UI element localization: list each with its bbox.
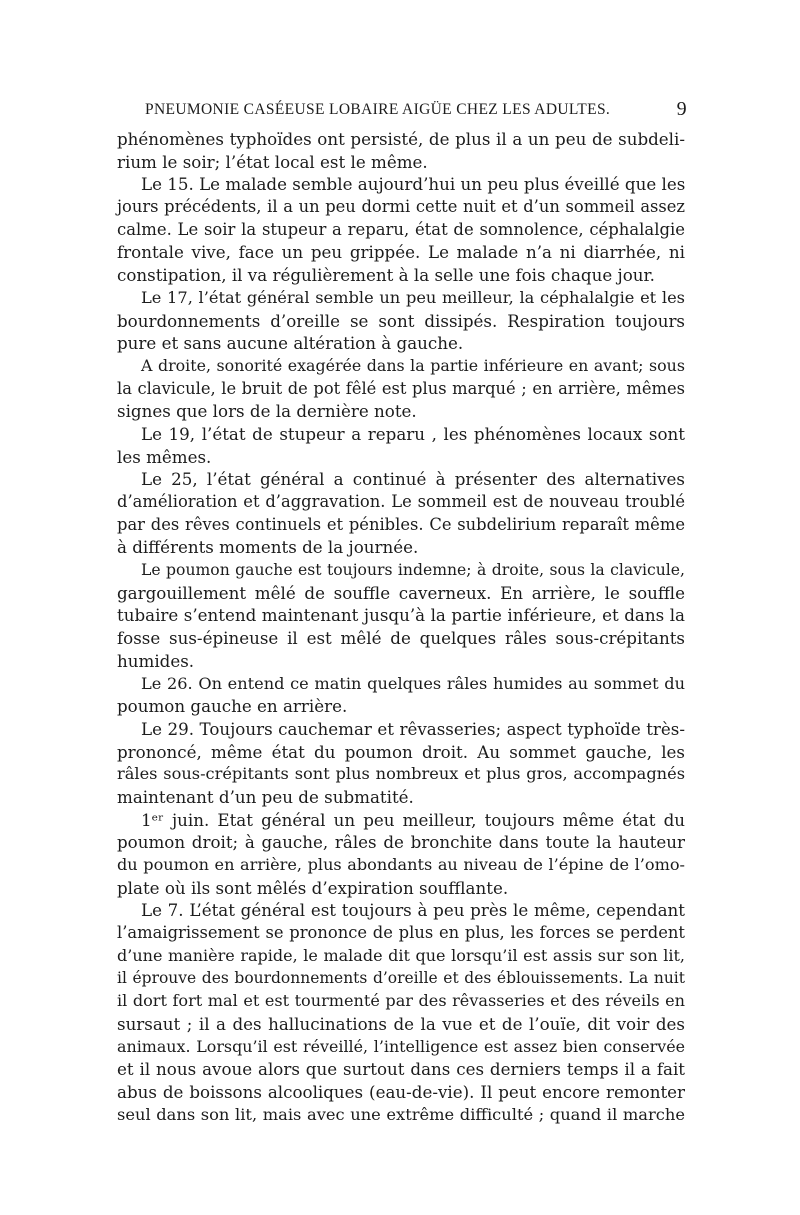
text-line: maintenant d’un peu de submatité.	[117, 786, 414, 807]
page-number: 9	[676, 98, 687, 120]
text-line: Le 17, l’état général semble un peu meilleur, la céphalalgie et les	[141, 287, 685, 307]
text-line: signes que lors de la dernière note.	[117, 401, 417, 422]
text-line: calme. Le soir la stupeur a reparu, état de somnolence, céphalalgie	[117, 219, 685, 239]
text-line: Le 26. On entend ce matin quelques râles humides au sommet du	[141, 673, 685, 693]
text-line: l’amaigrissement se prononce de plus en plus, les forces se perdent	[117, 923, 685, 943]
text-line: à différents moments de la journée.	[117, 537, 419, 558]
text-line: il dort fort mal et est tourmenté par des rêvasseries et des réveils en	[117, 991, 685, 1011]
text-line: 1ᵉʳ juin. Etat général un peu meilleur, toujours même état du	[141, 809, 685, 830]
text-line: d’une manière rapide, le malade dit que lorsqu’il est assis sur son lit,	[117, 945, 685, 965]
text-line: et il nous avoue alors que surtout dans ces derniers temps il a fait	[117, 1059, 685, 1080]
text-line: humides.	[117, 650, 195, 671]
text-line: Le 7. L’état général est toujours à peu près le même, cependant	[141, 900, 685, 921]
text-line: constipation, il va régulièrement à la selle une fois chaque jour.	[117, 265, 655, 286]
text-line: phénomènes typhoïdes ont persisté, de plus il a un peu de subdeli-	[117, 129, 685, 149]
text-line: prononcé, même état du poumon droit. Au sommet gauche, les	[117, 741, 685, 762]
text-line: Le 15. Le malade semble aujourd’hui un peu plus éveillé que les	[141, 174, 686, 195]
text-line: sursaut ; il a des hallucinations de la vue et de l’ouïe, dit voir des	[117, 1013, 685, 1034]
text-line: poumon gauche en arrière.	[117, 696, 348, 717]
text-line: bourdonnements d’oreille se sont dissipés. Respiration toujours	[117, 310, 685, 331]
text-line: Le 19, l’état de stupeur a reparu , les phénomènes locaux sont	[141, 423, 685, 444]
text-line: gargouillement mêlé de souffle caverneux. En arrière, le souffle	[117, 582, 685, 603]
text-line: rium le soir; l’état local est le même.	[117, 151, 428, 172]
text-line: poumon droit; à gauche, râles de bronchite dans toute la hauteur	[117, 832, 685, 853]
text-line: plate où ils sont mêlés d’expiration soufflante.	[117, 877, 509, 898]
text-line: il éprouve des bourdonnements d’oreille et des éblouissements. La nuit	[117, 969, 685, 988]
text-line: jours précédents, il a un peu dormi cette nuit et d’un sommeil assez	[117, 197, 685, 217]
text-line: du poumon en arrière, plus abondants au niveau de l’épine de l’omo-	[117, 855, 685, 874]
text-line: pure et sans aucune altération à gauche.	[117, 333, 464, 354]
text-line: râles sous-crépitants sont plus nombreux et plus gros, accompagnés	[117, 764, 685, 784]
text-line: par des rêves continuels et pénibles. Ce subdelirium reparaît même	[117, 514, 685, 534]
text-line: seul dans son lit, mais avec une extrême difficulté ; quand il marche	[117, 1104, 685, 1124]
text-line: Le 29. Toujours cauchemar et rêvasseries; aspect typhoïde très-	[141, 718, 685, 739]
body-text	[117, 128, 685, 1126]
text-line: animaux. Lorsqu’il est réveillé, l’intelligence est assez bien conservée	[117, 1036, 685, 1056]
text-line: la clavicule, le bruit de pot fêlé est plus marqué ; en arrière, mêmes	[117, 378, 685, 398]
text-line: fosse sus-épineuse il est mêlé de quelques râles sous-crépitants	[117, 628, 685, 649]
text-line: Le poumon gauche est toujours indemne; à droite, sous la clavicule,	[141, 561, 685, 580]
running-head-title: PNEUMONIE CASÉEUSE LOBAIRE AIGÜE CHEZ LES ADULTES.	[145, 101, 611, 118]
text-line: tubaire s’entend maintenant jusqu’à la partie inférieure, et dans la	[117, 605, 685, 626]
text-line: A droite, sonorité exagérée dans la partie inférieure en avant; sous	[141, 355, 685, 375]
running-head	[145, 98, 705, 120]
text-line: Le 25, l’état général a continué à présenter des alternatives	[141, 469, 685, 490]
text-line: frontale vive, face un peu grippée. Le malade n’a ni diarrhée, ni	[117, 242, 685, 263]
text-line: abus de boissons alcooliques (eau-de-vie). Il peut encore remonter	[117, 1081, 685, 1102]
text-line: d’amélioration et d’aggravation. Le sommeil est de nouveau troublé	[117, 492, 685, 511]
text-line: les mêmes.	[117, 446, 212, 467]
